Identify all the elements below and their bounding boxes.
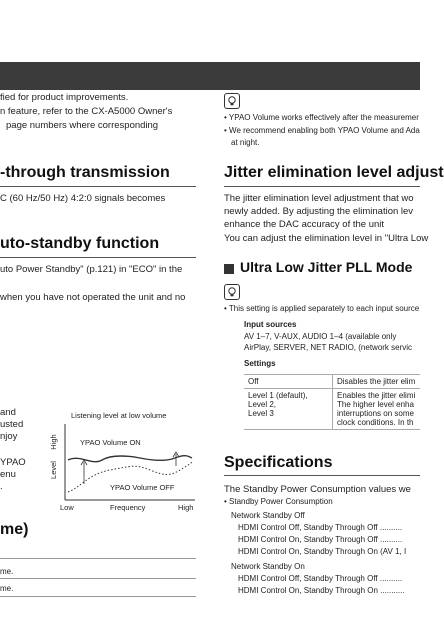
bottom-line-2: me. (0, 584, 14, 593)
section-rule (0, 257, 196, 258)
network-off-label: Network Standby Off (231, 511, 305, 520)
network-off-item: HDMI Control On, Standby Through Off .......... (238, 535, 403, 544)
tip-bullet-2-cont: at night. (231, 138, 260, 147)
section-rule (224, 475, 420, 476)
fig-side-text-6: enu (0, 469, 16, 480)
intro-line-3: page numbers where corresponding (6, 120, 159, 131)
x-tick-low: Low (60, 503, 74, 512)
header-bar (0, 62, 420, 90)
network-off-item: HDMI Control Off, Standby Through Off .......... (238, 523, 403, 532)
jitter-line-4: You can adjust the elimination level in "Ultra Low (224, 233, 429, 244)
section-title-ulj: Ultra Low Jitter PLL Mode (240, 259, 413, 275)
intro-line-2: n feature, refer to the CX-A5000 Owner's (0, 106, 173, 117)
spec-intro: The Standby Power Consumption values we (224, 484, 411, 495)
input-sources-line-1: AV 1–7, V-AUX, AUDIO 1–4 (available only (244, 332, 397, 341)
fig-side-text-5: YPAO (0, 457, 26, 468)
tip-bullet-2: • We recommend enabling both YPAO Volume and Ada (224, 126, 420, 135)
section-square-icon (224, 264, 234, 274)
intro-line-1: fied for product improvements. (0, 92, 129, 103)
autostandby-line-2: when you have not operated the unit and no (0, 292, 186, 303)
settings-option: Off (244, 375, 333, 389)
table-row (244, 375, 420, 389)
tip-bullet-1: • YPAO Volume works effectively after the measuremer (224, 113, 419, 122)
autostandby-line-1: uto Power Standby" (p.121) in "ECO" in the (0, 264, 183, 275)
x-tick-high: High (178, 503, 194, 512)
network-on-label: Network Standby On (231, 562, 305, 571)
section-title-autostandby: uto-standby function (0, 235, 160, 252)
section-rule (0, 186, 196, 187)
chart-title: Listening level at low volume (71, 411, 167, 420)
section-rule (224, 186, 420, 187)
settings-label: Settings (244, 359, 276, 368)
series-on-label: YPAO Volume ON (80, 438, 141, 447)
lightbulb-icon (224, 284, 240, 300)
fig-side-text-7: . (0, 481, 3, 492)
y-axis-label: Level (49, 461, 58, 479)
settings-option: Level 1 (default), Level 2, Level 3 (244, 389, 333, 430)
input-sources-line-2: AirPlay, SERVER, NET RADIO, (network servic (244, 343, 413, 352)
table-rule (0, 596, 196, 597)
fig-side-text-2: usted (0, 419, 24, 430)
fig-side-text-3: njoy (0, 431, 18, 442)
network-on-item: HDMI Control On, Standby Through On ........... (238, 586, 405, 595)
settings-desc: Enables the jitter elimi The higher level enha interruptions on some clock conditions. In th (333, 389, 421, 430)
y-tick-high: High (49, 434, 58, 450)
table-row (244, 389, 420, 430)
section-title-specifications: Specifications (224, 454, 333, 471)
jitter-line-3: enhance the DAC accuracy of the unit (224, 219, 385, 230)
section-title-volume: me) (0, 521, 29, 538)
fig-side-text-1: and (0, 407, 16, 418)
jitter-line-2: newly added. By adjusting the elimination lev (224, 206, 414, 217)
ypao-volume-chart (40, 404, 198, 514)
network-off-item: HDMI Control On, Standby Through On (AV 1, I (238, 547, 407, 556)
bottom-line-1: me. (0, 567, 14, 576)
input-sources-label: Input sources (244, 320, 297, 329)
section-text-passthrough: C (60 Hz/50 Hz) 4:2:0 signals becomes (0, 193, 166, 204)
settings-table (244, 374, 420, 430)
ulj-bullet: • This setting is applied separately to each input source (224, 304, 420, 313)
settings-desc: Disables the jitter elim (333, 375, 421, 389)
jitter-line-1: The jitter elimination level adjustment that wo (224, 193, 414, 204)
table-rule (0, 558, 196, 559)
section-title-jitter: Jitter elimination level adjust (224, 164, 444, 181)
section-title-passthrough: -through transmission (0, 164, 170, 181)
spec-bullet: • Standby Power Consumption (224, 497, 333, 506)
series-off-label: YPAO Volume OFF (110, 483, 175, 492)
network-on-item: HDMI Control Off, Standby Through Off .......... (238, 574, 403, 583)
x-axis-label: Frequency (110, 503, 146, 512)
lightbulb-icon (224, 93, 240, 109)
table-rule (0, 578, 196, 579)
